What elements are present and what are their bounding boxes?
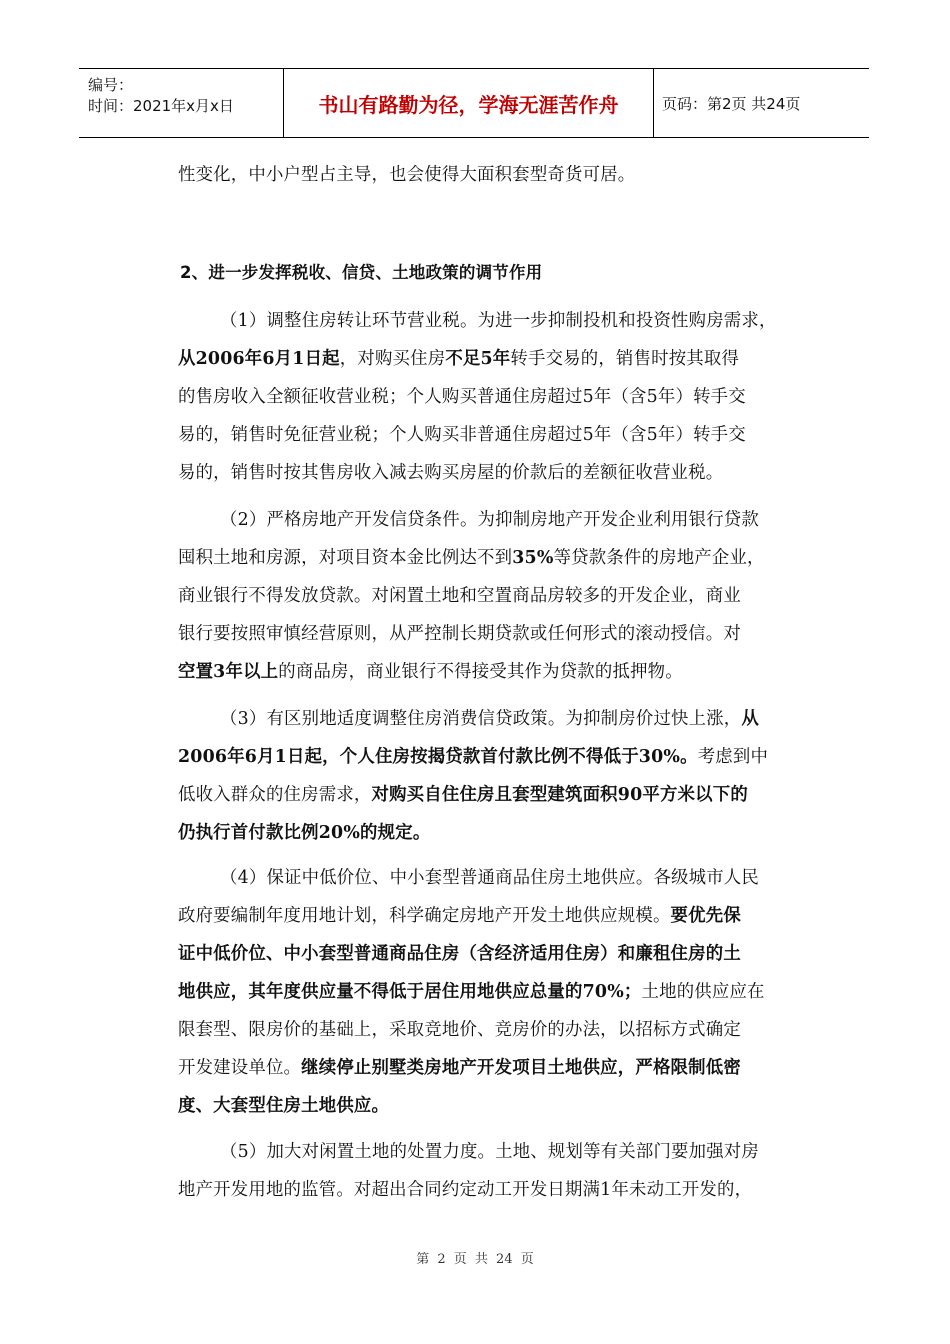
bold-text: 证中低价位、中小套型普通商品住房（含经济适用住房）和廉租住房的土	[178, 944, 741, 964]
bold-text: 度、大套型住房土地供应。	[178, 1096, 390, 1116]
paragraph-line: （2）严格房地产开发信贷条件。为抑制房地产开发企业利用银行贷款	[220, 510, 759, 530]
text: 囤积土地和房源，对项目资本金比例达不到	[178, 548, 513, 568]
paragraph-line	[178, 543, 765, 568]
paragraph-line: 商业银行不得发放贷款。对闲置土地和空置商品房较多的开发企业，商业	[178, 586, 741, 606]
paragraph-line: 银行要按照审慎经营原则，从严控制长期贷款或任何形式的滚动授信。对	[178, 624, 741, 644]
bold-text: 35%	[512, 548, 554, 568]
header-page-info: 页码：第2页 共24页	[662, 94, 801, 113]
section-heading: 2、进一步发挥税收、信贷、土地政策的调节作用	[180, 263, 543, 282]
paragraph-line	[178, 901, 741, 926]
bold-text: 从2006年6月1日起	[178, 349, 340, 369]
paragraph-line	[178, 344, 739, 369]
doc-time-label: 时间：2021年x月x日	[88, 97, 234, 115]
bold-text: 要优先保	[670, 906, 741, 926]
paragraph-line: （5）加大对闲置土地的处置力度。土地、规划等有关部门要加强对房	[220, 1142, 759, 1162]
text: （3）有区别地适度调整住房消费信贷政策。为抑制房价过快上涨，	[220, 709, 742, 729]
bold-text: 地供应，其年度供应量不得低于居住用地供应总量的70%；	[178, 982, 642, 1002]
paragraph-line	[178, 939, 741, 964]
text: 转手交易的，销售时按其取得	[510, 349, 740, 369]
paragraph-line	[178, 818, 430, 843]
paragraph-line	[178, 977, 765, 1002]
paragraph-line: 限套型、限房价的基础上，采取竞地价、竞房价的办法，以招标方式确定	[178, 1020, 741, 1040]
bold-text: 不足5年	[445, 349, 511, 369]
text: 低收入群众的住房需求，	[178, 785, 372, 805]
paragraph-line	[178, 657, 683, 682]
header-meta	[79, 69, 284, 137]
bold-text: 从	[741, 709, 759, 729]
text: 的商品房，商业银行不得接受其作为贷款的抵押物。	[278, 662, 683, 682]
paragraph-line: 易的，销售时免征营业税；个人购买非普通住房超过5年（含5年）转手交	[178, 425, 746, 445]
text: 开发建设单位。	[178, 1058, 302, 1078]
text: ，对购买住房	[339, 349, 446, 369]
paragraph-line: （1）调整住房转让环节营业税。为进一步抑制投机和投资性购房需求，	[220, 311, 777, 331]
text: 等贷款条件的房地产企业，	[553, 548, 765, 568]
page-header-table	[79, 68, 869, 138]
paragraph-line: 性变化，中小户型占主导，也会使得大面积套型奇货可居。	[178, 165, 636, 185]
paragraph-line: 易的，销售时按其售房收入减去购买房屋的价款后的差额征收营业税。	[178, 463, 724, 483]
paragraph-line	[178, 1053, 741, 1078]
bold-text: 仍执行首付款比例20%的规定。	[178, 823, 431, 843]
bold-text: 2006年6月1日起，个人住房按揭贷款首付款比例不得低于30%。	[178, 747, 698, 767]
bold-text: 继续停止别墅类房地产开发项目土地供应，严格限制低密	[301, 1058, 741, 1078]
bold-text: 空置3年以上	[178, 662, 279, 682]
header-motto: 书山有路勤为径，学海无涯苦作舟	[284, 69, 654, 137]
page-footer: 第 2 页 共 24 页	[416, 1252, 534, 1267]
bold-text: 对购买自住住房且套型建筑面积90平方米以下的	[371, 785, 748, 805]
text: 政府要编制年度用地计划，科学确定房地产开发土地供应规模。	[178, 906, 671, 926]
text: 土地的供应应在	[641, 982, 765, 1002]
paragraph-line: 的售房收入全额征收营业税；个人购买普通住房超过5年（含5年）转手交	[178, 387, 746, 407]
doc-number-label: 编号：	[88, 76, 134, 94]
paragraph-line: 地产开发用地的监管。对超出合同约定动工开发日期满1年未动工开发的，	[178, 1180, 753, 1200]
paragraph-line	[178, 742, 768, 767]
paragraph-line: （4）保证中低价位、中小套型普通商品住房土地供应。各级城市人民	[220, 868, 759, 888]
paragraph-line	[178, 1091, 389, 1116]
paragraph-line	[220, 704, 759, 729]
paragraph-line	[178, 780, 748, 805]
text: 考虑到中	[697, 747, 769, 767]
